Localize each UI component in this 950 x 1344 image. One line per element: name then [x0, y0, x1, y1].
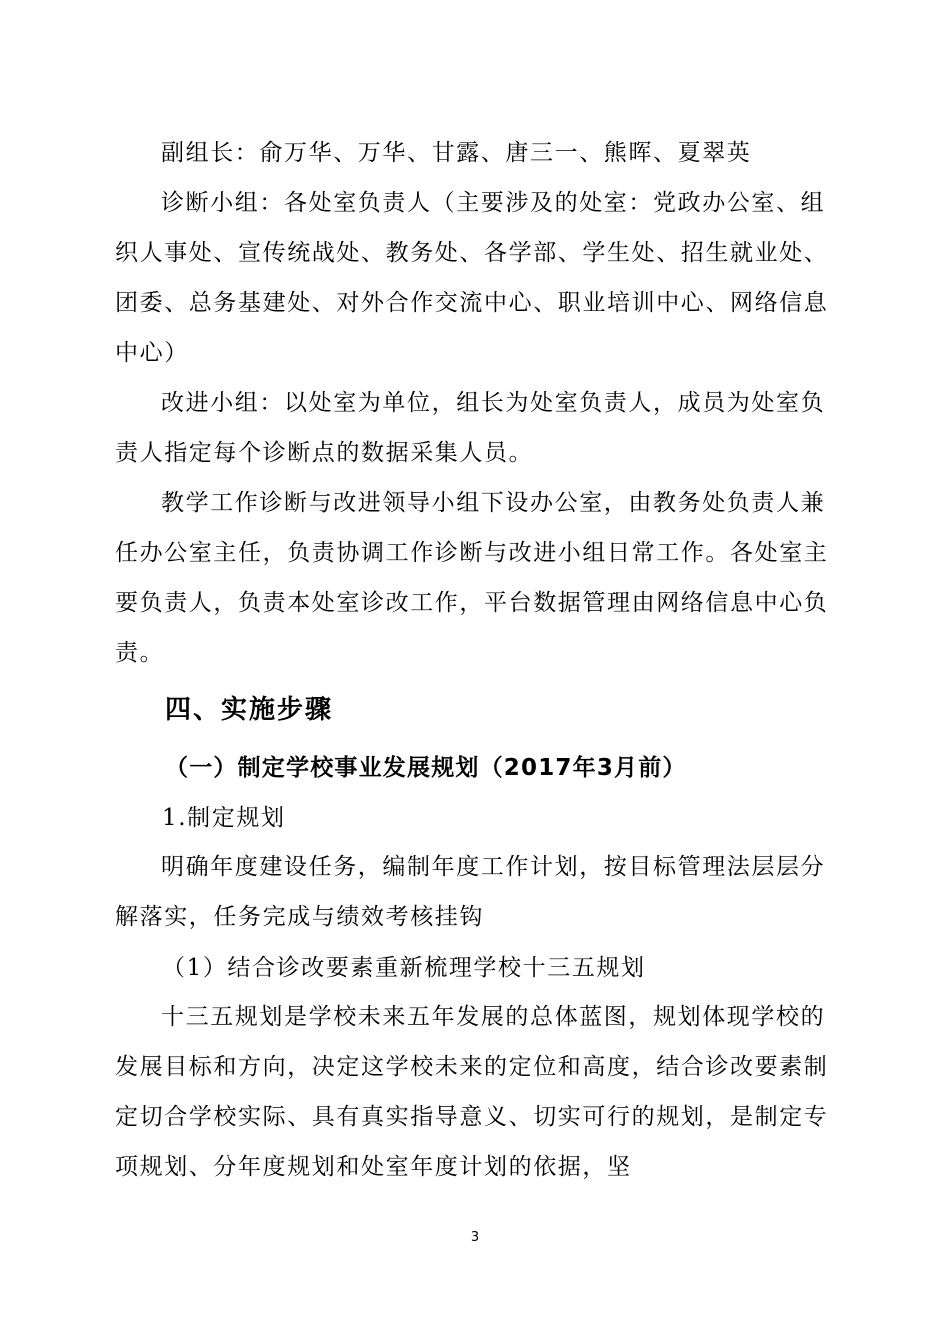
item-review-five-year-plan: （1）结合诊改要素重新梳理学校十三五规划	[162, 955, 646, 981]
section-heading-implementation-steps: 四、实施步骤	[165, 695, 334, 725]
page-number: 3	[470, 1230, 480, 1245]
paragraph-office: 教学工作诊断与改进领导小组下设办公室，由教务处负责人兼任办公室主任，负责协调工作诊断与改进小组日常工作。各处室主要负责人，负责本处室诊改工作，平台数据管理由网络信息中心负责。	[115, 490, 829, 666]
item-formulate-plan: 1.制定规划	[162, 805, 286, 831]
paragraph-annual-tasks: 明确年度建设任务，编制年度工作计划，按目标管理法层层分解落实，任务完成与绩效考核挂钩	[115, 854, 826, 930]
paragraph-deputy-leaders: 副组长：俞万华、万华、甘露、唐三一、熊晖、夏翠英	[161, 140, 752, 166]
paragraph-five-year-plan: 十三五规划是学校未来五年发展的总体蓝图，规划体现学校的发展目标和方向，决定这学校未来的定位和高度，结合诊改要素制定切合学校实际、具有真实指导意义、切实可行的规划，是制定专项规划、分年度规划和处室年度计划的依据，坚	[115, 1004, 829, 1180]
paragraph-diagnosis-group: 诊断小组：各处室负责人（主要涉及的处室：党政办公室、组织人事处、宣传统战处、教务处、各学部、学生处、招生就业处、团委、总务基建处、对外合作交流中心、职业培训中心、网络信息中心）	[115, 190, 829, 366]
paragraph-improvement-group: 改进小组：以处室为单位，组长为处室负责人，成员为处室负责人指定每个诊断点的数据采集人员。	[115, 390, 826, 466]
subsection-heading-development-plan: （一）制定学校事业发展规划（2017年3月前）	[165, 755, 687, 781]
